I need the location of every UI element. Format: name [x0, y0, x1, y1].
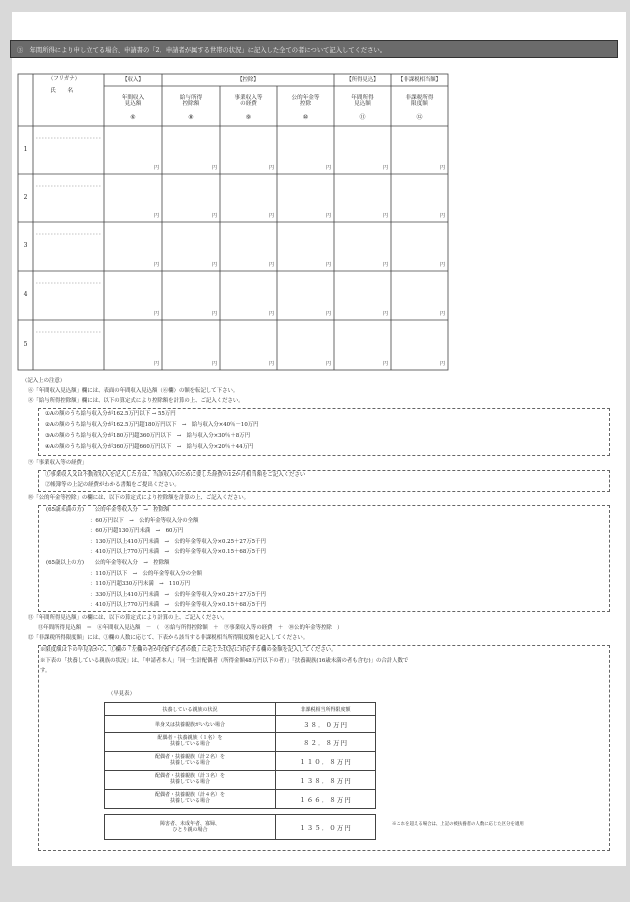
column-number-2: ⑧	[188, 114, 194, 122]
yen-unit: 円	[269, 311, 275, 317]
yen-unit: 円	[383, 213, 389, 219]
name-entry-field[interactable]	[34, 334, 103, 369]
table-row	[105, 752, 376, 771]
yen-unit: 円	[383, 361, 389, 367]
row-number: 4	[23, 291, 28, 299]
note-line: ：330万円以上410万円未満 → 公的年金等収入分×0.25＋27万5千円	[90, 591, 266, 598]
yen-unit: 円	[269, 262, 275, 268]
note-line: ①Aの額のうち給与収入分が162.5万円以下 → 55万円	[45, 411, 176, 417]
note-line: す。	[40, 668, 51, 674]
name-entry-field[interactable]	[34, 188, 103, 221]
column-header-1: 年間収入 見込額	[121, 94, 145, 107]
yen-unit: 円	[269, 213, 275, 219]
table-row	[105, 790, 376, 809]
column-header-4: 公的年金等 控除	[291, 94, 320, 107]
note-12: ⑫「非課税所得限度額」には、①欄の人数に応じて、下表から該当する非課税相当所得限度額を記入してください。	[28, 635, 309, 641]
name-entry-field[interactable]	[34, 285, 103, 319]
quick-reference-table	[104, 702, 376, 809]
column-header-3: 事業収入等 の経費	[234, 94, 263, 107]
quicktable-head-status: 扶養している親族の状況	[105, 703, 276, 716]
quicktable-caption: （早見表）	[108, 691, 135, 697]
note-9: ⑨「事業収入等の経費」	[28, 460, 88, 466]
amount-cell: １３８．８万円	[276, 771, 376, 790]
note-line: ：410万円以上770万円未満 → 公的年金等収入分×0.15＋68万5千円	[90, 602, 266, 609]
quicktable-head-amount: 非課税相当所得限度額	[276, 703, 376, 716]
yen-unit: 円	[212, 262, 218, 268]
special-status: 障害者、未成年者、寡婦、 ひとり親の場合	[105, 815, 276, 840]
note-line: ②帳簿等の上記の経費がわかる書類をご提出ください。	[45, 481, 180, 488]
table-row	[105, 771, 376, 790]
note-6: ⑥「年間収入見込額」欄には、表面の年間収入見込額（⑥欄）の額を転記して下さい。	[28, 388, 239, 394]
note-line: ：130万円以上410万円未満 → 公的年金等収入分×0.25＋27万5千円	[90, 538, 266, 545]
group-income-label: 【収入】	[122, 76, 144, 83]
yen-unit: 円	[212, 311, 218, 317]
column-header-2: 給与所得 控除額	[179, 94, 203, 107]
name-label: 氏 名	[50, 88, 74, 94]
note-line: (65歳以上の方) 公的年金等収入分 → 控除額	[46, 560, 170, 566]
column-number-1: ⑥	[130, 114, 136, 122]
furigana-label: （フリガナ）	[48, 76, 81, 82]
quick-reference-special	[104, 814, 376, 840]
note-line: ：410万円以上770万円未満 → 公的年金等収入分×0.15＋68万5千円	[90, 549, 266, 556]
status-cell: 配偶者・扶養親族（計４名）を 扶養している場合	[105, 790, 276, 809]
yen-unit: 円	[326, 311, 332, 317]
column-number-5: ⑪	[359, 114, 366, 122]
yen-unit: 円	[440, 213, 446, 219]
notes-heading: （記入上の注意）	[22, 378, 66, 384]
note-line: ④Aの額のうち給与収入分が360万円超660万円以下 → 給与収入分×20％＋44万円	[45, 444, 254, 450]
row-number: 1	[23, 145, 28, 153]
group-hikazei-label: 【非課税相当額】	[397, 76, 442, 83]
status-cell: 配偶者・扶養親族（計３名）を 扶養している場合	[105, 771, 276, 790]
special-amount: １３５．０万円	[276, 815, 376, 840]
note-line: ③Aの額のうち給与収入分が180万円超360万円以下 → 給与収入分×30％＋8万円	[45, 433, 250, 439]
column-number-4: ⑩	[302, 114, 309, 122]
yen-unit: 円	[383, 165, 389, 171]
name-entry-field[interactable]	[34, 236, 103, 270]
row-number: 3	[23, 242, 28, 250]
column-number-3: ⑨	[245, 114, 252, 122]
note-line: (65歳未満の方) 公的年金等収入分 → 控除額	[46, 507, 170, 513]
yen-unit: 円	[440, 262, 446, 268]
amount-cell: ３８．０万円	[276, 716, 376, 733]
note-10: ⑩「公的年金等控除」の欄には、以下の算定式により控除額を計算の上、ご記入ください。	[28, 495, 250, 501]
yen-unit: 円	[212, 165, 218, 171]
note-11: ⑪「年間所得見込額」の欄には、以下の算定式により計算の上、ご記入ください。	[28, 615, 228, 621]
column-number-6: ⑫	[416, 114, 423, 122]
note-line: ：60万円超130万円未満 → 60万円	[90, 528, 184, 535]
yen-unit: 円	[154, 213, 160, 219]
note-line: ：110万円超330万円未満 → 110万円	[90, 581, 191, 588]
amount-cell: １６６．８万円	[276, 790, 376, 809]
note-line: ：60万円以下 → 公的年金等収入分の全額	[90, 517, 199, 524]
yen-unit: 円	[212, 213, 218, 219]
yen-unit: 円	[440, 361, 446, 367]
note-line: ：110万円以下 → 公的年金等収入分の全額	[90, 570, 202, 577]
note-line: ②Aの額のうち給与収入分が162.5万円超180万円以下 → 給与収入分×40％－10万円	[45, 422, 259, 428]
name-entry-field[interactable]	[34, 140, 103, 173]
yen-unit: 円	[269, 165, 275, 171]
row-number: 2	[23, 193, 28, 201]
note-line: ※下表の「扶養している親族の状況」は、「申請者本人」「同一生計配偶者（所得金額48万円以下の者）」「扶養親族(16歳未満の者も含む)」の合計人数で	[40, 657, 409, 664]
yen-unit: 円	[383, 262, 389, 268]
status-cell: 配偶者・扶養親族（１名）を 扶養している場合	[105, 733, 276, 752]
yen-unit: 円	[154, 165, 160, 171]
yen-unit: 円	[154, 311, 160, 317]
amount-cell: １１０．８万円	[276, 752, 376, 771]
table-row	[105, 733, 376, 752]
banner-text: ③ 年間所得により申し立てる場合、申請書の「2．申請者が属する世帯の状況」に記入した全ての者について記入してください。	[17, 46, 387, 54]
yen-unit: 円	[154, 262, 160, 268]
yen-unit: 円	[326, 262, 332, 268]
group-deduction-label: 【控除】	[237, 76, 259, 83]
group-shotoku-label: 【所得見込】	[346, 76, 379, 83]
column-header-6: 非課税所得 限度額	[405, 94, 434, 107]
note-line: ※限度額は下の早見表から、①欄の「左欄の者が扶養する者の数」に応じた状況に対応する欄の金額を記入してください。	[40, 647, 337, 653]
yen-unit: 円	[440, 311, 446, 317]
column-header-5: 年間所得 見込額	[351, 94, 374, 107]
yen-unit: 円	[326, 165, 332, 171]
row-number: 5	[23, 340, 28, 348]
amount-cell: ８２．８万円	[276, 733, 376, 752]
yen-unit: 円	[154, 361, 160, 367]
status-cell: 配偶者・扶養親族（計２名）を 扶養している場合	[105, 752, 276, 771]
quicktable-footnote: ※これを超える場合は、上記の被扶養者の人数に応じた区分を適用	[392, 822, 524, 827]
yen-unit: 円	[326, 213, 332, 219]
yen-unit: 円	[326, 361, 332, 367]
instruction-banner	[10, 40, 618, 58]
yen-unit: 円	[440, 165, 446, 171]
table-row	[105, 716, 376, 733]
status-cell: 単身又は扶養親族がいない場合	[105, 716, 276, 733]
note-line: ①事業収入又は不動産収入を記入した方は、当該収入のために要した経費の12か月相当額をご記入ください	[45, 472, 306, 478]
note-8: ⑧「給与所得控除額」欄には、以下の算定式により控除額を計算の上、ご記入ください。	[28, 398, 244, 404]
note-11-formula: ⑪年間所得見込額 ＝ ⑥年間収入見込額 － （ ⑧給与所得控除額 ＋ ⑨事業収入等の経費 ＋ ⑩公的年金等控除 ）	[38, 625, 343, 631]
yen-unit: 円	[269, 361, 275, 367]
yen-unit: 円	[383, 311, 389, 317]
yen-unit: 円	[212, 361, 218, 367]
